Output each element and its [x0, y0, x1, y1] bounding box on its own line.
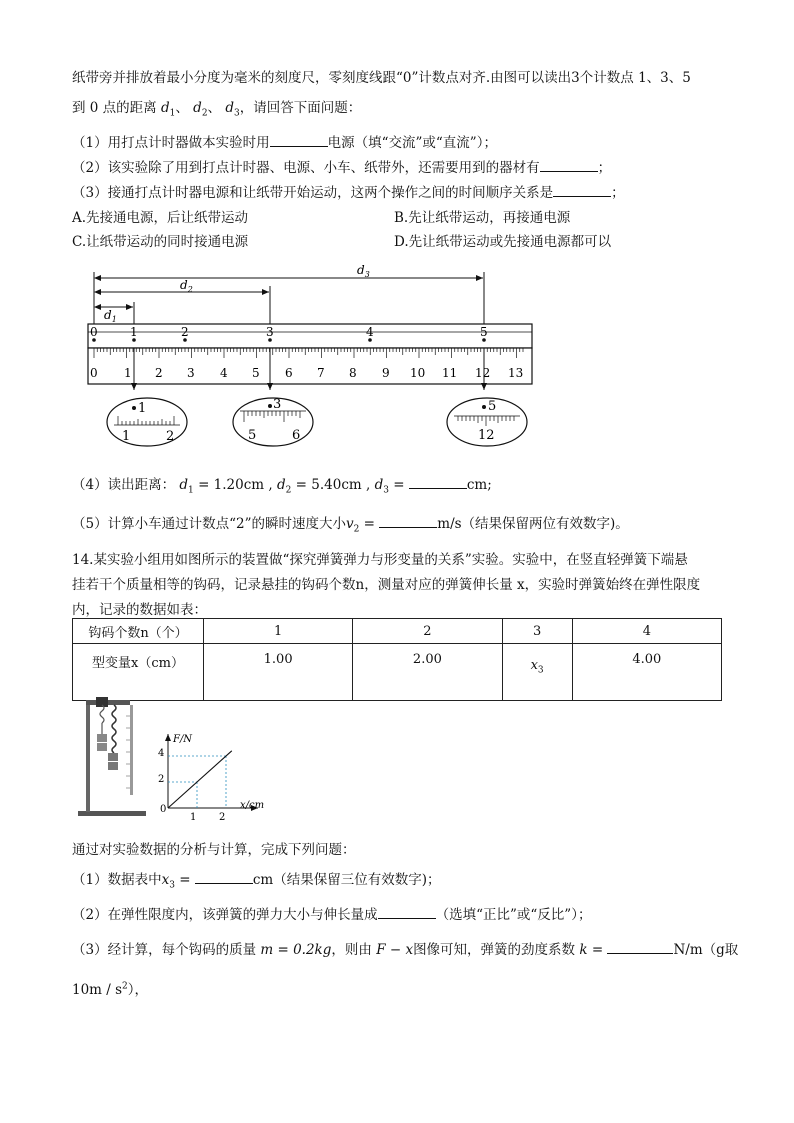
svg-text:5: 5 [488, 399, 497, 414]
table-cell: 型变量x（cm） [73, 644, 204, 701]
svg-text:8: 8 [349, 366, 357, 380]
part2-question-3-cont: $10m / s^2$）， [72, 981, 149, 998]
data-table [72, 618, 722, 701]
part2-question-1: （1）数据表中$x_3 = cm$（结果保留三位有效数字)； [72, 872, 441, 891]
graph-xtick: 2 [219, 812, 226, 822]
table-cell: 2.00 [353, 644, 502, 701]
svg-text:6: 6 [285, 366, 293, 380]
table-cell: $x_3$ [502, 644, 572, 701]
label-d3: $d_3$ [357, 263, 370, 279]
table-cell: 2 [353, 619, 502, 644]
intro-line-1: 纸带旁并排放着最小分度为毫米的刻度尺，零刻度线跟“0”计数点对齐.由图可以读出3个计数点 1、3、5 [72, 70, 691, 86]
table-cell: 4 [572, 619, 721, 644]
graph-xlabel: x/cm [240, 800, 265, 811]
svg-text:3: 3 [273, 397, 282, 412]
svg-text:5: 5 [252, 366, 260, 380]
label-d1: $d_1$ [104, 308, 117, 324]
svg-text:2: 2 [155, 366, 163, 380]
question-3: （3）接通打点计时器电源和让纸带开始运动，这两个操作之间的时间顺序关系是 ； [72, 185, 625, 201]
ruler-figure [80, 258, 550, 458]
option-a: A.先接通电源，后让纸带运动 [72, 210, 249, 226]
table-cell: 1 [204, 619, 353, 644]
table-cell: 3 [502, 619, 572, 644]
force-extension-graph [158, 734, 264, 822]
zoom-point-1 [107, 398, 187, 446]
option-c: C.让纸带运动的同时接通电源 [72, 234, 249, 250]
spring-apparatus-figure [78, 696, 278, 822]
svg-text:1: 1 [122, 429, 131, 444]
svg-text:2: 2 [166, 429, 175, 444]
svg-text:1: 1 [138, 401, 147, 416]
graph-series-line [168, 751, 232, 808]
question-5: （5）计算小车通过计数点“2”的瞬时速度大小$v_2 = m/s$（结果保留两位有效数字)。 [72, 516, 629, 535]
option-d: D.先让纸带运动或先接通电源都可以 [394, 234, 612, 250]
svg-text:1: 1 [124, 366, 132, 380]
q14-line-2: 挂若干个质量相等的钩码，记录悬挂的钩码个数n，测量对应的弹簧伸长量 x，实验时弹簧始终在弹性限度 [72, 577, 701, 593]
graph-ylabel: F/N [173, 734, 193, 745]
svg-text:4: 4 [220, 366, 228, 380]
svg-text:4: 4 [366, 325, 374, 339]
svg-text:3: 3 [266, 325, 274, 339]
svg-text:12: 12 [478, 428, 495, 443]
svg-text:11: 11 [442, 366, 458, 380]
question-2: （2）该实验除了用到打点计时器、电源、小车、纸带外，还需要用到的器材有 ； [72, 160, 612, 176]
svg-text:3: 3 [187, 366, 195, 380]
svg-text:13: 13 [508, 366, 524, 380]
svg-text:5: 5 [480, 325, 488, 339]
graph-ytick: 4 [158, 748, 165, 759]
analysis-intro: 通过对实验数据的分析与计算，完成下列问题： [72, 842, 356, 858]
part2-question-2: （2）在弹性限度内，该弹簧的弹力大小与伸长量成 （选填“正比”或“反比”）； [72, 907, 592, 923]
svg-text:0: 0 [90, 325, 98, 339]
part2-question-3: （3）经计算，每个钩码的质量 m = 0.2kg，则由 F − x图像可知，弹簧的劲度系数 k = N/m（g取 [72, 942, 739, 958]
svg-text:9: 9 [382, 366, 390, 380]
graph-xtick: 1 [190, 812, 197, 822]
q14-line-3: 内，记录的数据如表： [72, 602, 207, 618]
spring [112, 705, 116, 753]
hook-weights [97, 734, 118, 770]
option-b: B.先让纸带运动，再接通电源 [394, 210, 571, 226]
svg-text:10: 10 [410, 366, 426, 380]
question-1: （1）用打点计时器做本实验时用 电源（填“交流”或“直流”）； [72, 135, 497, 151]
q14-line-1: 14.某实验小组用如图所示的装置做“探究弹簧弹力与形变量的关系”实验。实验中，在竖直轻弹簧下端悬 [72, 552, 688, 568]
label-d2: $d_2$ [180, 278, 193, 294]
svg-text:7: 7 [317, 366, 325, 380]
svg-text:5: 5 [248, 428, 257, 443]
table-cell: 4.00 [572, 644, 721, 701]
intro-line-2: 到 0 点的距离 $d_1$、 $d_2$、 $d_3$，请回答下面问题： [72, 100, 362, 119]
svg-text:0: 0 [90, 366, 98, 380]
svg-text:2: 2 [181, 325, 189, 339]
zoom-point-5 [447, 398, 527, 446]
question-4: （4）读出距离： $d_1 = 1.20cm$ , $d_2 = 5.40cm$ , $d_3$ = cm; [72, 477, 492, 496]
svg-text:1: 1 [130, 325, 138, 339]
svg-text:6: 6 [292, 428, 301, 443]
table-cell: 钩码个数n（个） [73, 619, 204, 644]
table-cell: 1.00 [204, 644, 353, 701]
graph-ytick: 2 [158, 774, 165, 785]
graph-xtick: 0 [160, 804, 167, 815]
svg-text:12: 12 [475, 366, 491, 380]
zoom-point-3 [233, 397, 313, 446]
paper-tape [88, 324, 532, 348]
